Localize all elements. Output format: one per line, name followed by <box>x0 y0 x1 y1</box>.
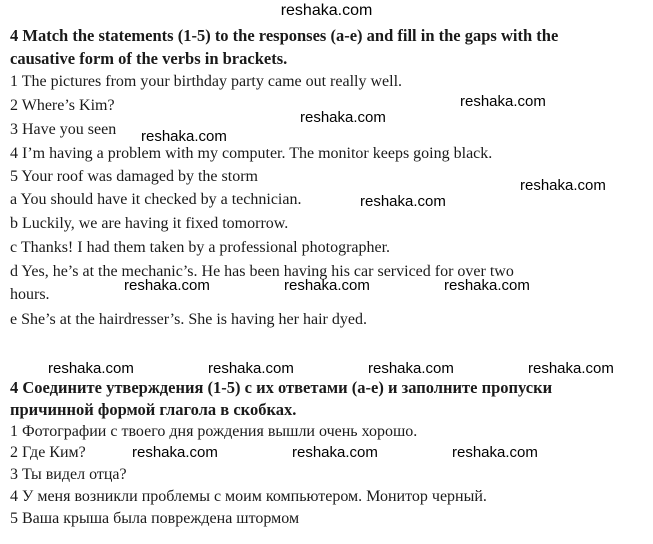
ru-statement-5: 5 Ваша крыша была повреждена штормом <box>10 510 300 527</box>
watermark: reshaka.com <box>208 360 294 377</box>
response-b: b Luckily, we are having it fixed tomorrow. <box>10 215 289 232</box>
exercise-instruction-ru-line1: 4 Соедините утверждения (1-5) с их ответами (a-e) и заполните пропуски <box>10 378 553 397</box>
response-e: e She’s at the hairdresser’s. She is having her hair dyed. <box>10 311 367 328</box>
ru-statement-4: 4 У меня возникли проблемы с моим компьютером. Монитор черный. <box>10 488 487 505</box>
watermark: reshaka.com <box>124 277 210 294</box>
ru-statement-3: 3 Ты видел отца? <box>10 466 127 483</box>
watermark: reshaka.com <box>360 193 446 210</box>
statement-2: 2 Where’s Kim? <box>10 97 115 114</box>
exercise-instruction-ru-line2: причинной формой глагола в скобках. <box>10 400 297 419</box>
statement-3: 3 Have you seen <box>10 121 117 138</box>
watermark: reshaka.com <box>48 360 134 377</box>
response-d: d Yes, he’s at the mechanic’s. He has been having his car serviced for over two <box>10 263 514 280</box>
ru-statement-1: 1 Фотографии с твоего дня рождения вышли очень хорошо. <box>10 423 418 440</box>
watermark: reshaka.com <box>444 277 530 294</box>
watermark: reshaka.com <box>132 444 218 461</box>
watermark: reshaka.com <box>284 277 370 294</box>
response-c: c Thanks! I had them taken by a professional photographer. <box>10 239 391 256</box>
watermark: reshaka.com <box>368 360 454 377</box>
watermark: reshaka.com <box>292 444 378 461</box>
statement-4: 4 I’m having a problem with my computer. The monitor keeps going black. <box>10 145 493 162</box>
response-a: a You should have it checked by a technician. <box>10 191 302 208</box>
statement-5: 5 Your roof was damaged by the storm <box>10 168 258 185</box>
ru-statement-2: 2 Где Ким? <box>10 444 86 461</box>
watermark: reshaka.com <box>460 93 546 110</box>
statement-1: 1 The pictures from your birthday party came out really well. <box>10 73 403 90</box>
response-d-continued: hours. <box>10 286 50 303</box>
watermark: reshaka.com <box>452 444 538 461</box>
exercise-instruction-en-line2: causative form of the verbs in brackets. <box>10 49 288 68</box>
exercise-instruction-en-line1: 4 Match the statements (1-5) to the responses (a-e) and fill in the gaps with the <box>10 26 559 45</box>
watermark: reshaka.com <box>141 128 227 145</box>
watermark: reshaka.com <box>520 177 606 194</box>
watermark: reshaka.com <box>528 360 614 377</box>
header-watermark: reshaka.com <box>280 2 373 19</box>
watermark: reshaka.com <box>300 109 386 126</box>
